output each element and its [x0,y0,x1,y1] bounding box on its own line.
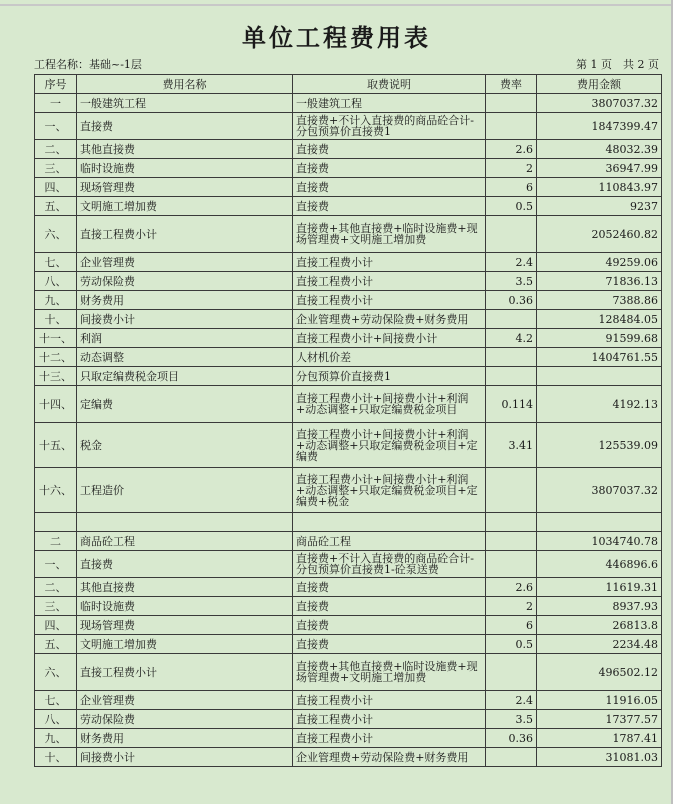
cell-rate: 2.4 [486,691,537,710]
table-row [35,94,662,113]
table-row [35,291,662,310]
cell-seq: 七、 [35,253,77,272]
cell-name: 商品砼工程 [77,532,293,551]
cell-amount: 125539.09 [537,423,662,468]
cell-seq: 十五、 [35,423,77,468]
cell-rate [486,113,537,140]
cell-seq: 三、 [35,597,77,616]
cell-name: 税金 [77,423,293,468]
cell-basis: 一般建筑工程 [293,94,486,113]
table-row [35,748,662,767]
cell-seq: 九、 [35,729,77,748]
cell-seq: 四、 [35,616,77,635]
cell-rate [486,216,537,253]
cell-amount: 7388.86 [537,291,662,310]
table-row [35,329,662,348]
table-row [35,178,662,197]
table-row [35,367,662,386]
cell-rate: 2.4 [486,253,537,272]
cell-name: 间接费小计 [77,748,293,767]
cell-basis: 人材机价差 [293,348,486,367]
project-name: 工程名称：基础~-1层 [34,58,142,71]
cell-basis: 直接工程费小计 [293,691,486,710]
cell-rate [486,551,537,578]
cell-basis: 直接费+不计入直接费的商品砼合计-分包预算价直接费1 [293,113,486,140]
cell-basis: 直接工程费小计+间接费小计+利润+动态调整+只取定编费税金项目+定编费+税金 [293,468,486,513]
cell-seq: 十三、 [35,367,77,386]
cell-seq: 一、 [35,551,77,578]
table-row [35,551,662,578]
cell-basis: 直接工程费小计 [293,710,486,729]
cell-amount: 9237 [537,197,662,216]
cell-basis: 直接费 [293,616,486,635]
cell-seq: 一 [35,94,77,113]
cell-rate: 3.41 [486,423,537,468]
cell-seq: 十二、 [35,348,77,367]
table-row [35,597,662,616]
cell-rate [486,748,537,767]
cell-rate: 0.5 [486,635,537,654]
table-row [35,140,662,159]
cell-amount: 446896.6 [537,551,662,578]
cell-amount: 48032.39 [537,140,662,159]
cell-seq: 八、 [35,272,77,291]
table-row [35,348,662,367]
header-amount: 费用金额 [537,75,662,94]
cell-name: 直接费 [77,551,293,578]
cell-seq: 十一、 [35,329,77,348]
header-rate: 费率 [486,75,537,94]
top-divider [0,4,673,6]
cell-amount: 36947.99 [537,159,662,178]
cell-amount: 26813.8 [537,616,662,635]
cell-basis: 直接工程费小计+间接费小计+利润+动态调整+只取定编费税金项目 [293,386,486,423]
cell-name: 文明施工增加费 [77,197,293,216]
cell-basis: 直接工程费小计 [293,272,486,291]
table-row [35,113,662,140]
cell-name: 现场管理费 [77,178,293,197]
cell-rate [486,513,537,532]
cell-rate: 0.36 [486,729,537,748]
cell-rate [486,310,537,329]
cell-seq: 七、 [35,691,77,710]
cell-name: 财务费用 [77,729,293,748]
cell-seq: 六、 [35,654,77,691]
cell-basis: 直接费+其他直接费+临时设施费+现场管理费+文明施工增加费 [293,654,486,691]
cell-rate: 0.36 [486,291,537,310]
cell-seq: 四、 [35,178,77,197]
cell-name: 其他直接费 [77,578,293,597]
cell-amount [537,513,662,532]
cell-seq: 十、 [35,748,77,767]
cell-seq: 十六、 [35,468,77,513]
cell-amount: 1787.41 [537,729,662,748]
cell-seq: 二、 [35,578,77,597]
cell-seq: 八、 [35,710,77,729]
header-basis: 取费说明 [293,75,486,94]
cell-amount: 2052460.82 [537,216,662,253]
table-row [35,635,662,654]
cell-seq: 五、 [35,197,77,216]
cell-name: 利润 [77,329,293,348]
cell-rate: 2 [486,597,537,616]
table-row [35,729,662,748]
table-row [35,159,662,178]
cell-amount: 4192.13 [537,386,662,423]
cell-amount: 11916.05 [537,691,662,710]
cell-basis: 直接费 [293,578,486,597]
cell-basis: 商品砼工程 [293,532,486,551]
cell-name: 现场管理费 [77,616,293,635]
cell-rate [486,348,537,367]
cell-rate: 0.114 [486,386,537,423]
cell-basis: 直接费+其他直接费+临时设施费+现场管理费+文明施工增加费 [293,216,486,253]
cell-name [77,513,293,532]
cell-rate: 2 [486,159,537,178]
cell-basis: 直接费 [293,140,486,159]
cell-name: 财务费用 [77,291,293,310]
cell-name: 企业管理费 [77,691,293,710]
cell-basis: 分包预算价直接费1 [293,367,486,386]
cell-seq: 三、 [35,159,77,178]
cell-name: 工程造价 [77,468,293,513]
cell-amount: 1404761.55 [537,348,662,367]
table-row [35,423,662,468]
table-row [35,616,662,635]
cell-rate: 0.5 [486,197,537,216]
table-header-row [35,75,662,94]
cell-amount: 110843.97 [537,178,662,197]
cell-amount: 17377.57 [537,710,662,729]
table-row [35,197,662,216]
cell-rate: 3.5 [486,272,537,291]
cell-rate [486,367,537,386]
table-row [35,216,662,253]
cell-rate [486,468,537,513]
cell-rate [486,532,537,551]
cell-rate: 3.5 [486,710,537,729]
cell-basis: 直接工程费小计+间接费小计 [293,329,486,348]
cell-basis: 企业管理费+劳动保险费+财务费用 [293,310,486,329]
cell-basis: 直接费 [293,159,486,178]
table-row [35,578,662,597]
cell-name: 一般建筑工程 [77,94,293,113]
table-row [35,386,662,423]
cell-seq: 十、 [35,310,77,329]
cell-name: 直接费 [77,113,293,140]
table-row [35,710,662,729]
header-name: 费用名称 [77,75,293,94]
cell-basis: 直接费 [293,597,486,616]
cell-name: 企业管理费 [77,253,293,272]
cell-amount: 1034740.78 [537,532,662,551]
cell-seq: 一、 [35,113,77,140]
cell-rate: 2.6 [486,140,537,159]
cell-amount: 11619.31 [537,578,662,597]
cell-name: 劳动保险费 [77,710,293,729]
cell-amount: 8937.93 [537,597,662,616]
cell-rate: 2.6 [486,578,537,597]
cell-basis: 直接费 [293,635,486,654]
cell-seq: 二 [35,532,77,551]
page-number: 第 1 页 共 2 页 [576,58,659,71]
cell-seq: 六、 [35,216,77,253]
table-row [35,272,662,291]
cell-name: 间接费小计 [77,310,293,329]
cell-basis: 直接费+不计入直接费的商品砼合计-分包预算价直接费1-砼泵送费 [293,551,486,578]
cell-amount: 1847399.47 [537,113,662,140]
cell-basis: 企业管理费+劳动保险费+财务费用 [293,748,486,767]
cell-rate [486,654,537,691]
cell-amount: 3807037.32 [537,468,662,513]
cell-seq: 九、 [35,291,77,310]
cell-name: 其他直接费 [77,140,293,159]
cell-basis: 直接工程费小计+间接费小计+利润+动态调整+只取定编费税金项目+定编费 [293,423,486,468]
cell-amount: 3807037.32 [537,94,662,113]
cell-name: 临时设施费 [77,597,293,616]
cell-name: 动态调整 [77,348,293,367]
cell-amount: 49259.06 [537,253,662,272]
cell-amount: 2234.48 [537,635,662,654]
cell-name: 直接工程费小计 [77,654,293,691]
cell-name: 只取定编费税金项目 [77,367,293,386]
cell-basis: 直接工程费小计 [293,729,486,748]
cell-amount [537,367,662,386]
cell-rate: 6 [486,178,537,197]
cell-seq: 五、 [35,635,77,654]
cell-amount: 31081.03 [537,748,662,767]
cell-basis: 直接工程费小计 [293,253,486,272]
table-row [35,310,662,329]
cell-seq [35,513,77,532]
cell-amount: 71836.13 [537,272,662,291]
cell-rate: 6 [486,616,537,635]
cell-amount: 496502.12 [537,654,662,691]
header-seq: 序号 [35,75,77,94]
cell-name: 定编费 [77,386,293,423]
table-row [35,253,662,272]
page-title: 单位工程费用表 [242,23,431,52]
cell-seq: 二、 [35,140,77,159]
cell-rate: 4.2 [486,329,537,348]
table-row [35,654,662,691]
cell-seq: 十四、 [35,386,77,423]
cell-basis [293,513,486,532]
cell-basis: 直接费 [293,178,486,197]
table-row [35,513,662,532]
cell-basis: 直接工程费小计 [293,291,486,310]
cell-amount: 128484.05 [537,310,662,329]
cell-name: 临时设施费 [77,159,293,178]
cell-name: 劳动保险费 [77,272,293,291]
cell-amount: 91599.68 [537,329,662,348]
cell-name: 直接工程费小计 [77,216,293,253]
cell-name: 文明施工增加费 [77,635,293,654]
table-row [35,468,662,513]
table-row [35,532,662,551]
fee-table [34,74,662,767]
cell-basis: 直接费 [293,197,486,216]
table-body [35,94,662,767]
cell-rate [486,94,537,113]
table-row [35,691,662,710]
